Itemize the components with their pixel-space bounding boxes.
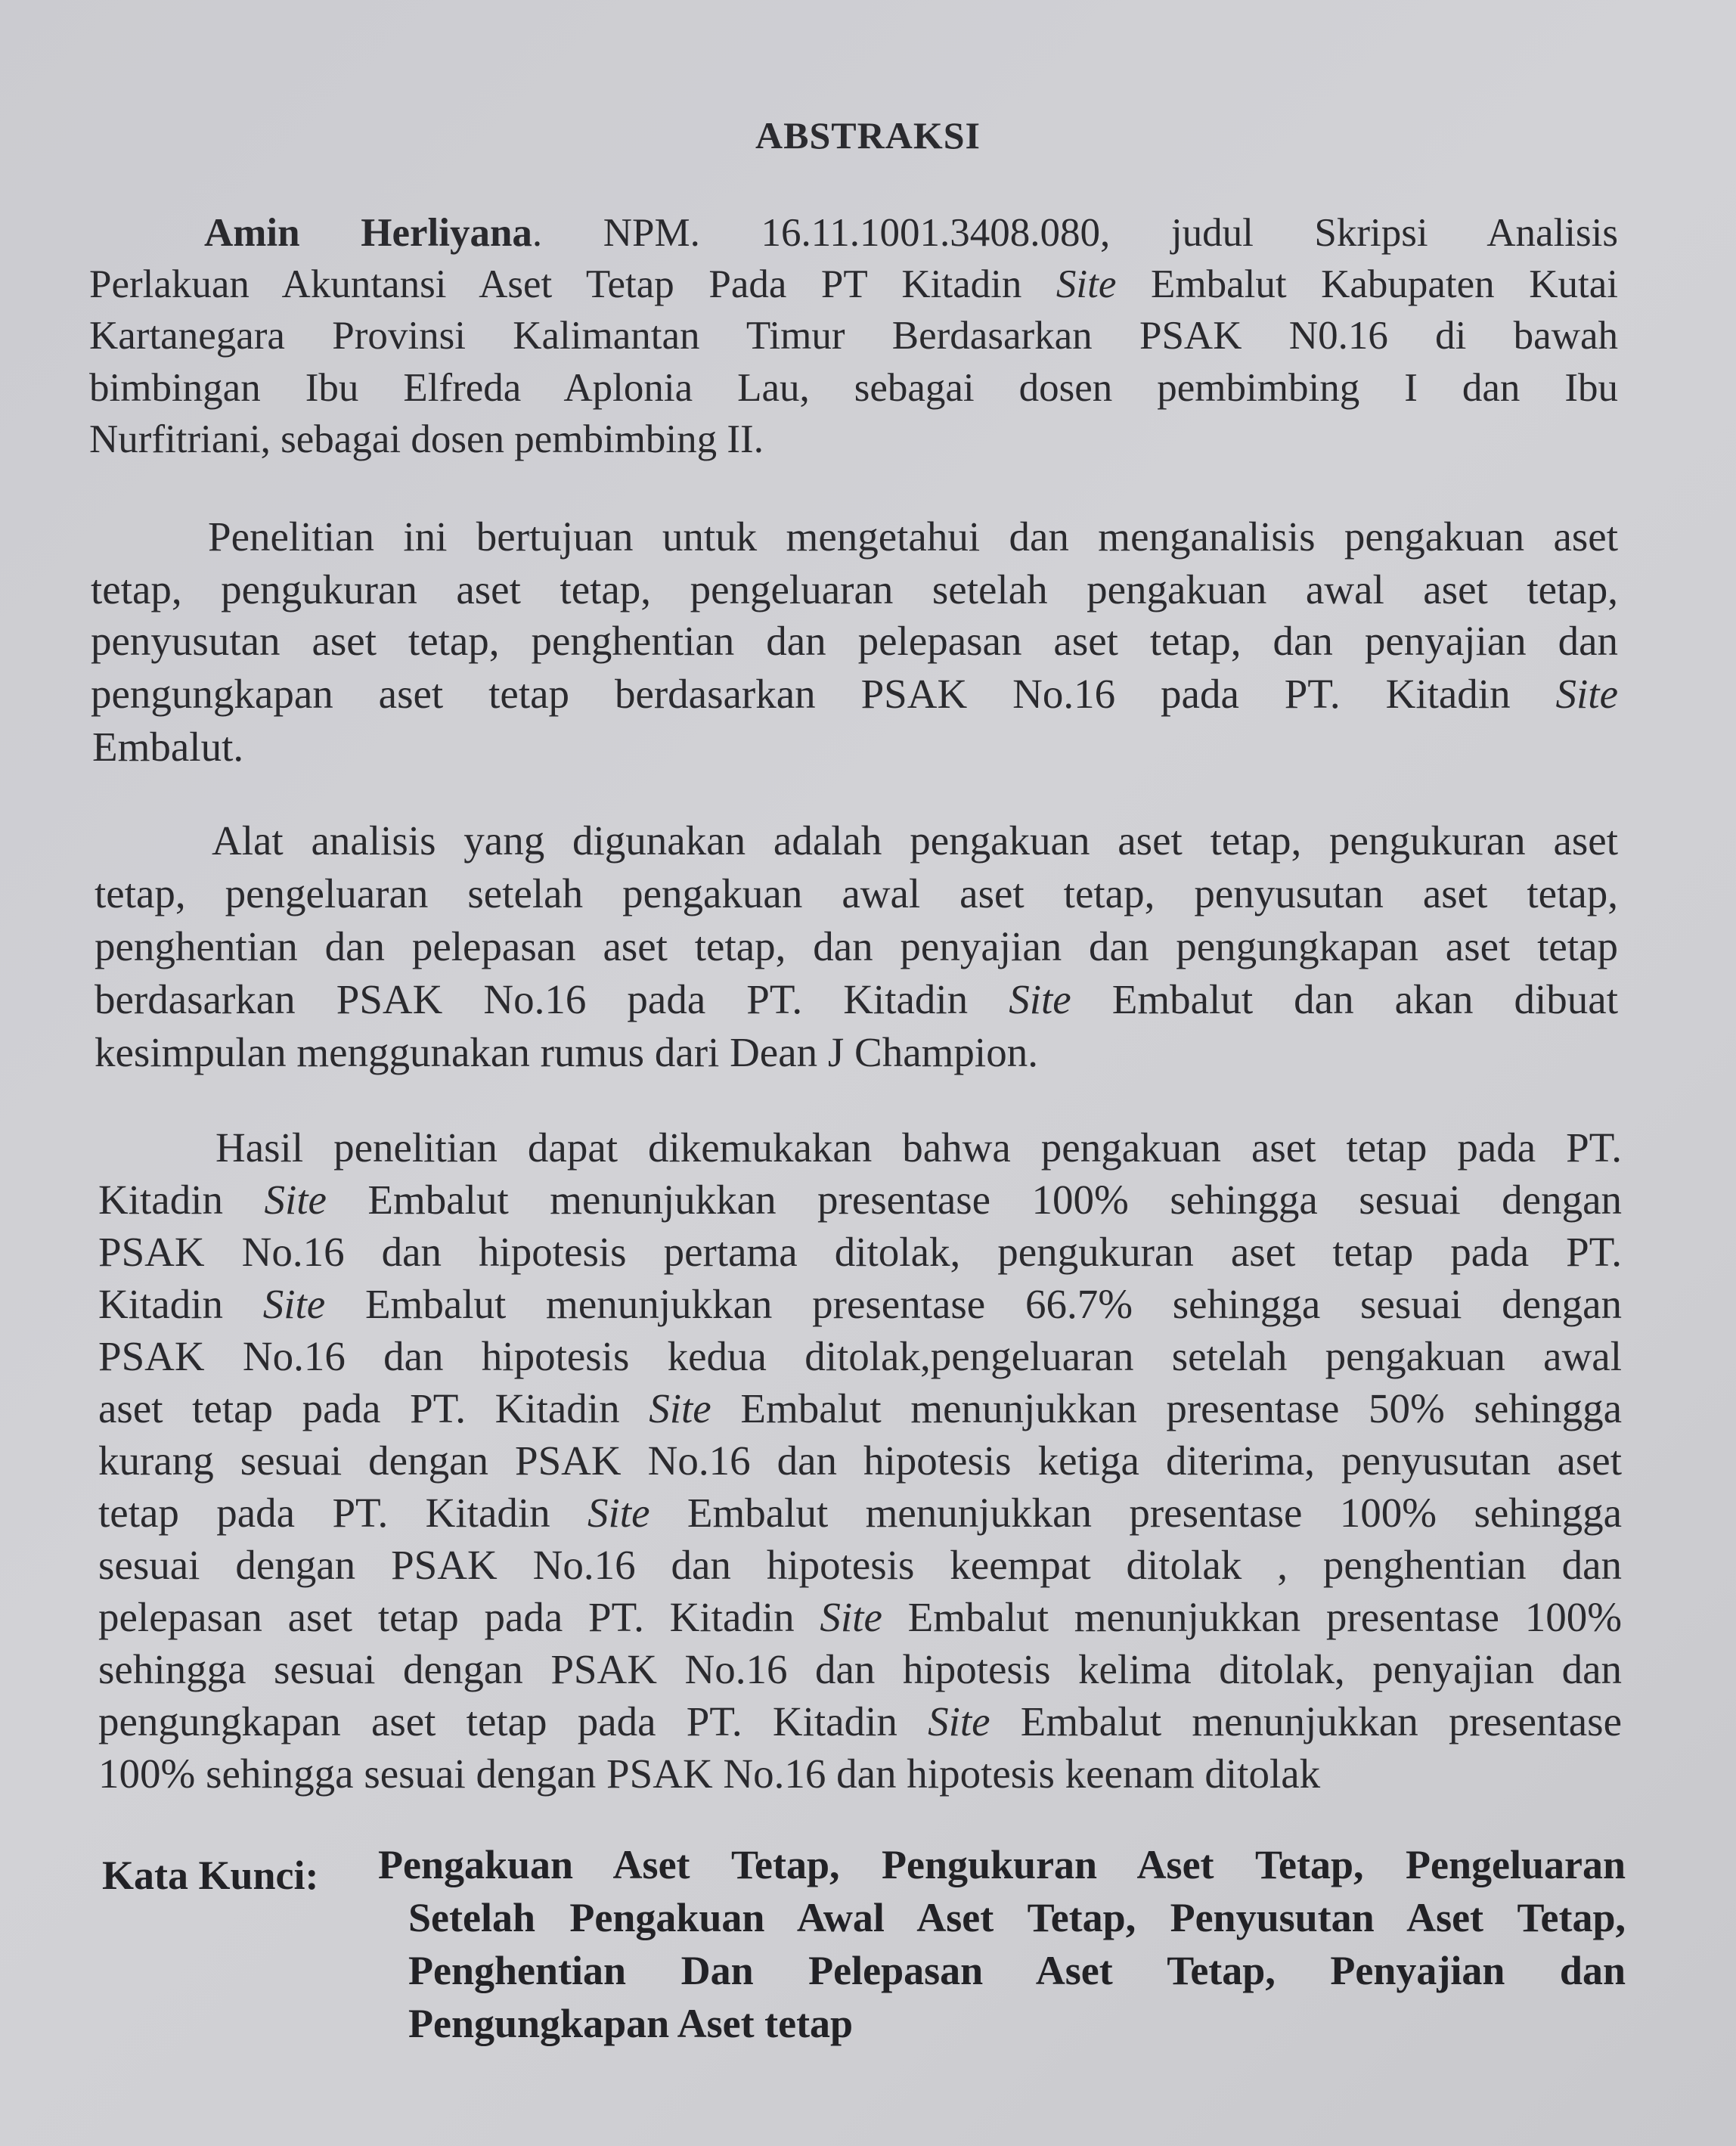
paragraph-line: Penelitian ini bertujuan untuk mengetahui dan menganalisis pengakuan aset [208,513,1618,560]
page-title: ABSTRAKSI [755,114,981,157]
paragraph-line: PSAK No.16 dan hipotesis pertama ditolak, pengukuran aset tetap pada PT. [98,1229,1622,1275]
paragraph-line: 100% sehingga sesuai dengan PSAK No.16 dan hipotesis keenam ditolak [98,1751,1321,1797]
paragraph-line: Amin Herliyana. NPM. 16.11.1001.3408.080, judul Skripsi Analisis [204,211,1618,255]
paragraph-line: Nurfitriani, sebagai dosen pembimbing II. [89,417,764,461]
paragraph-line: aset tetap pada PT. Kitadin Site Embalut menunjukkan presentase 50% sehingga [98,1385,1623,1431]
keyword-line: Setelah Pengakuan Awal Aset Tetap, Penyusutan Aset Tetap, [408,1895,1626,1940]
paragraph-line: sesuai dengan PSAK No.16 dan hipotesis keempat ditolak , penghentian dan [98,1542,1622,1588]
author-name: Amin Herliyana [204,211,532,255]
paragraph-line: pengungkapan aset tetap berdasarkan PSAK No.16 pada PT. Kitadin Site [91,671,1618,717]
paragraph-line: Embalut. [92,724,244,770]
paragraph-line: pelepasan aset tetap pada PT. Kitadin Site Embalut menunjukkan presentase 100% [98,1594,1623,1640]
paragraph-line: tetap pada PT. Kitadin Site Embalut menunjukkan presentase 100% sehingga [98,1490,1622,1536]
paragraph-line: PSAK No.16 dan hipotesis kedua ditolak,pengeluaran setelah pengakuan awal [98,1333,1622,1379]
keyword-line: Pengakuan Aset Tetap, Pengukuran Aset Tetap, Pengeluaran [378,1842,1626,1887]
paragraph-line: kesimpulan menggunakan rumus dari Dean J Champion. [95,1029,1038,1075]
paragraph-line: pengungkapan aset tetap pada PT. Kitadin Site Embalut menunjukkan presentase [98,1698,1622,1744]
paragraph-line: Alat analisis yang digunakan adalah pengakuan aset tetap, pengukuran aset [212,817,1618,864]
paragraph-line: penghentian dan pelepasan aset tetap, dan penyajian dan pengungkapan aset tetap [95,923,1618,969]
paragraph-line: tetap, pengukuran aset tetap, pengeluaran setelah pengakuan awal aset tetap, [91,566,1618,612]
paragraph-line: Hasil penelitian dapat dikemukakan bahwa pengakuan aset tetap pada PT. [215,1124,1622,1171]
paragraph-line: tetap, pengeluaran setelah pengakuan awal aset tetap, penyusutan aset tetap, [95,870,1618,916]
paragraph-line: Perlakuan Akuntansi Aset Tetap Pada PT Kitadin Site Embalut Kabupaten Kutai [89,262,1618,306]
paragraph-line: berdasarkan PSAK No.16 pada PT. Kitadin Site Embalut dan akan dibuat [95,976,1618,1022]
keywords-label: Kata Kunci: [102,1853,319,1898]
paragraph-line: kurang sesuai dengan PSAK No.16 dan hipotesis ketiga diterima, penyusutan aset [98,1437,1622,1484]
keyword-line: Pengungkapan Aset tetap [408,2001,854,2046]
paragraph-line: Kitadin Site Embalut menunjukkan presentase 100% sehingga sesuai dengan [98,1177,1622,1223]
paragraph-line: bimbingan Ibu Elfreda Aplonia Lau, sebagai dosen pembimbing I dan Ibu [89,366,1618,410]
paragraph-line: penyusutan aset tetap, penghentian dan pelepasan aset tetap, dan penyajian dan [91,618,1618,664]
keyword-line: Penghentian Dan Pelepasan Aset Tetap, Penyajian dan [408,1948,1626,1993]
paragraph-line: Kartanegara Provinsi Kalimantan Timur Berdasarkan PSAK N0.16 di bawah [89,314,1618,358]
paragraph-line: Kitadin Site Embalut menunjukkan presentase 66.7% sehingga sesuai dengan [98,1281,1622,1327]
paragraph-line: sehingga sesuai dengan PSAK No.16 dan hipotesis kelima ditolak, penyajian dan [98,1646,1622,1692]
